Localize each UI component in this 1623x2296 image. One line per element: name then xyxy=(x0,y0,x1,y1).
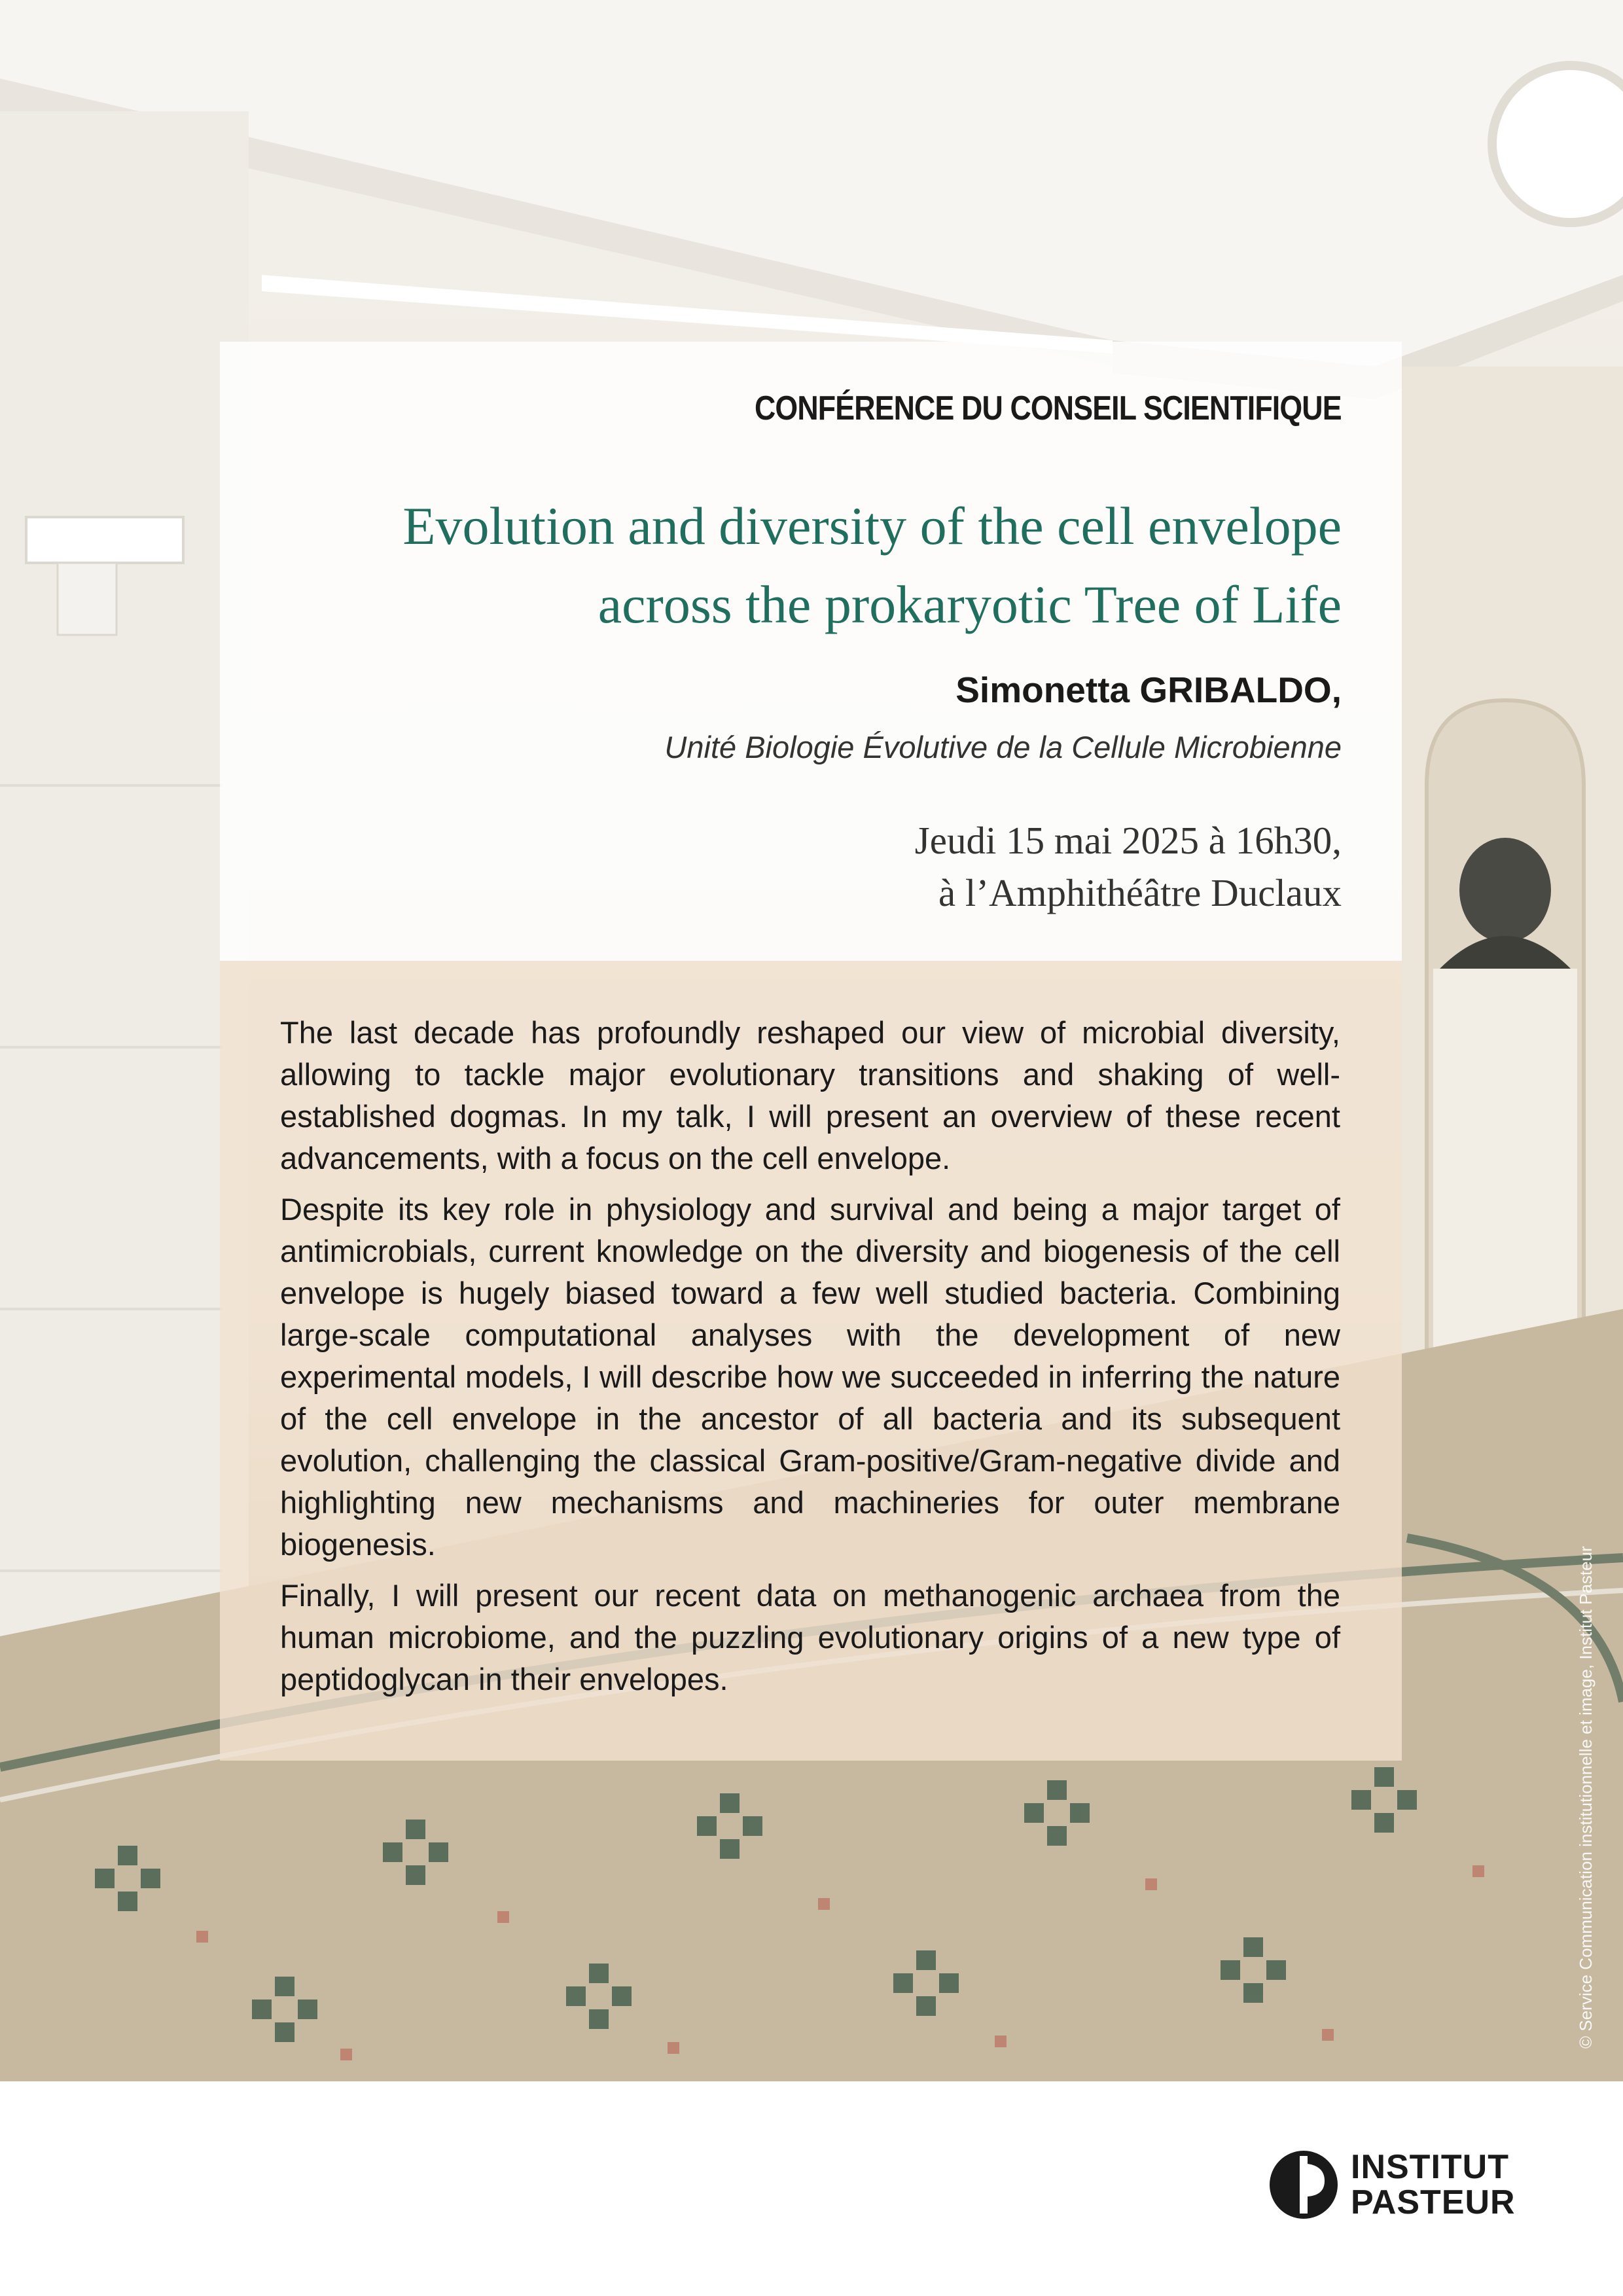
talk-title-line-2: across the prokaryotic Tree of Life xyxy=(597,575,1342,634)
speaker-unit: Unité Biologie Évolutive de la Cellule Microbienne xyxy=(664,730,1342,764)
photo-credit: © Service Communication institutionnelle et image, Institut Pasteur xyxy=(1576,1546,1596,2049)
institut-pasteur-logo xyxy=(1268,2145,1543,2224)
event-place: à l’Amphithéâtre Duclaux xyxy=(938,871,1342,914)
talk-title-line-1: Evolution and diversity of the cell envelope xyxy=(402,496,1342,556)
event-info-panel xyxy=(220,342,1402,961)
logo-line-1: INSTITUT xyxy=(1351,2148,1509,2186)
conference-kicker: CONFÉRENCE DU CONSEIL SCIENTIFIQUE xyxy=(755,389,1342,427)
abstract-paragraph: The last decade has profoundly reshaped our view of microbial diversity, allowing to tackle major evolutionary transitions and shaking of well-established dogmas. In my talk, I will present an overview of these recent advancements, with a focus on the cell envelope. xyxy=(280,1015,1340,1175)
event-date: Jeudi 15 mai 2025 à 16h30, xyxy=(914,819,1342,862)
abstract-text xyxy=(280,1012,1340,1710)
event-date-place xyxy=(915,814,1342,919)
logo-line-2: PASTEUR xyxy=(1351,2183,1516,2221)
abstract-paragraph: Despite its key role in physiology and survival and being a major target of antimicrobials, current knowledge on the diversity and biogenesis of the cell envelope is hugely biased toward a few well studied bacteria. Combining large-scale computational analyses with the development of new experimental models, I will describe how we succeeded in inferring the nature of the cell envelope in the ancestor of all bacteria and its subsequent evolution, challenging the classical Gram-positive/Gram-negative divide and highlighting new mechanisms and machineries for outer membrane biogenesis. xyxy=(280,1192,1340,1562)
abstract-paragraph: Finally, I will present our recent data on methanogenic archaea from the human microbiome, and the puzzling evolutionary origins of a new type of peptidoglycan in their envelopes. xyxy=(280,1578,1340,1696)
logo-wordmark xyxy=(1351,2149,1516,2220)
speaker-name: Simonetta GRIBALDO, xyxy=(955,670,1342,710)
abstract-panel xyxy=(220,961,1402,1761)
institut-pasteur-logo-icon xyxy=(1268,2149,1339,2220)
talk-title xyxy=(229,487,1342,644)
